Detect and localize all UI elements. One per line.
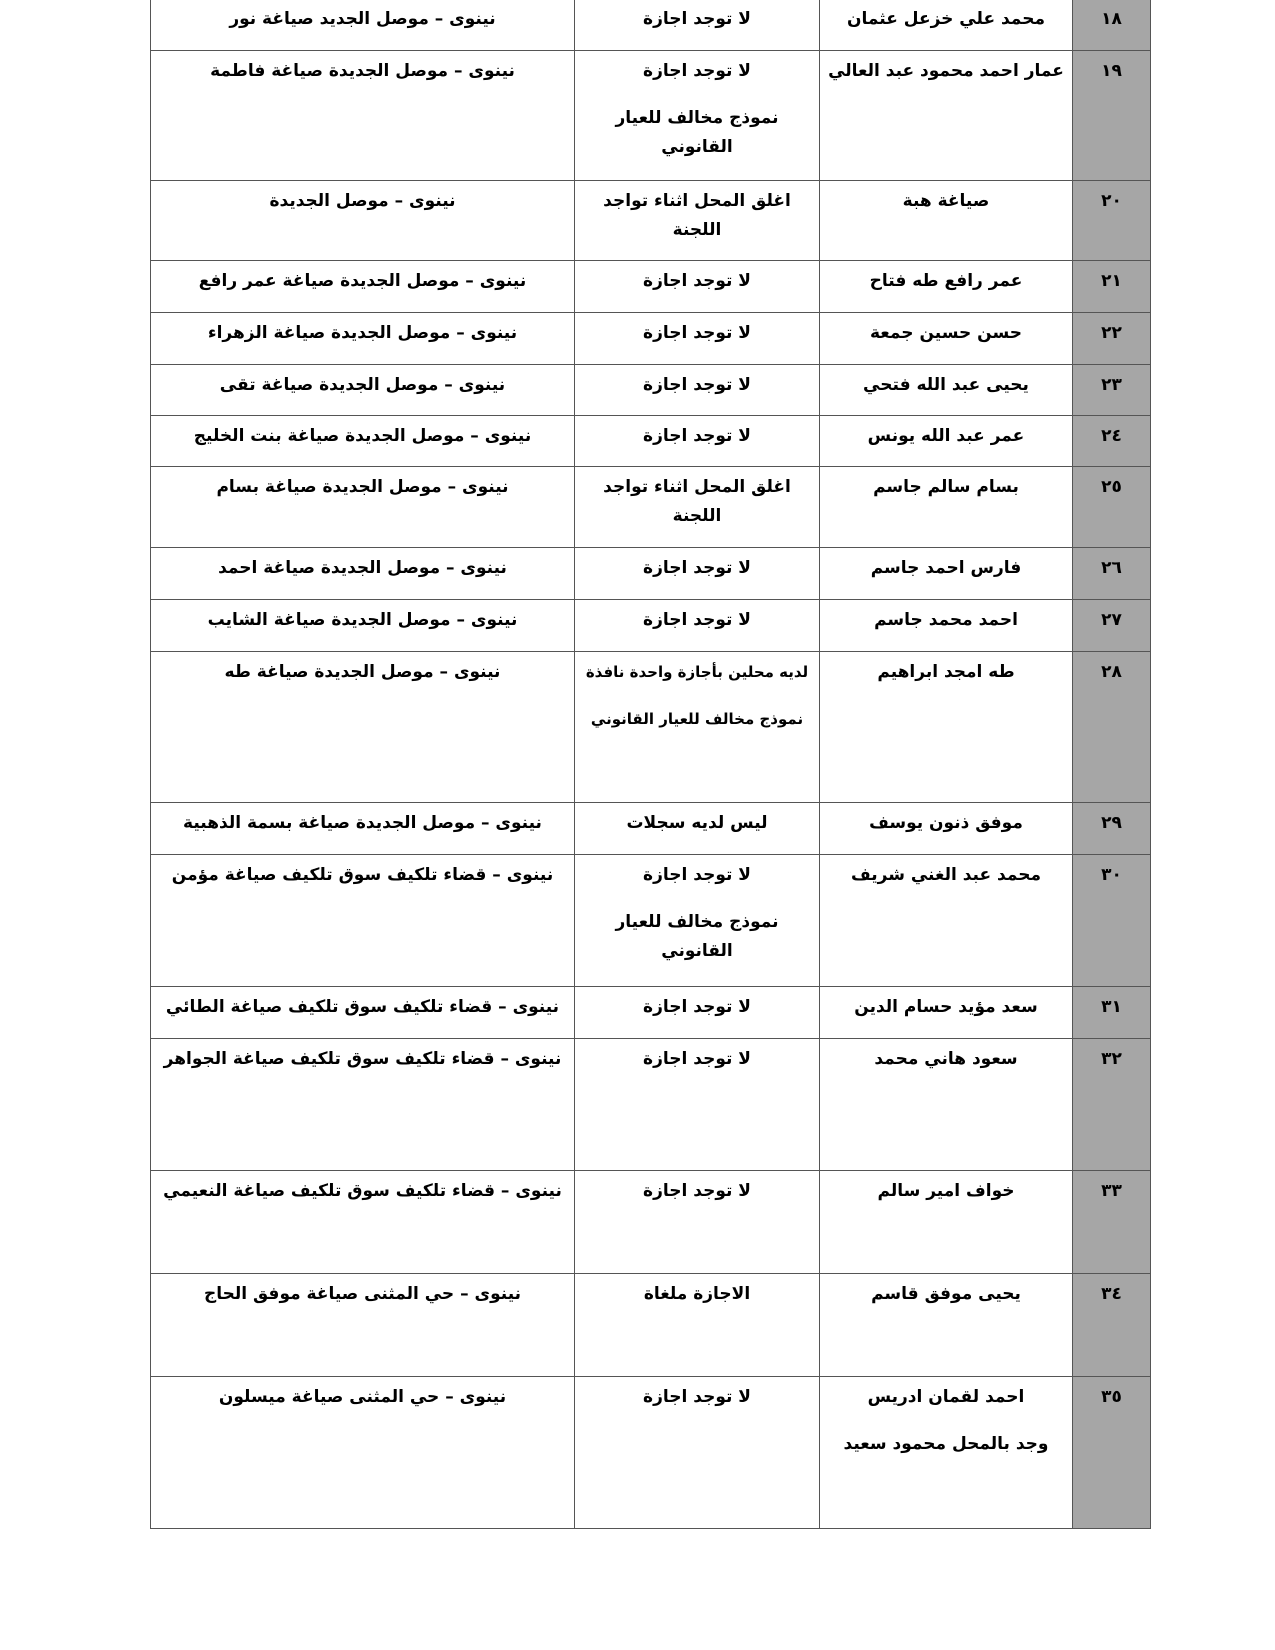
table-row <box>151 416 1151 467</box>
owner-name: محمد عبد الغني شريف <box>820 855 1073 987</box>
owner-name: بسام سالم جاسم <box>820 467 1073 548</box>
row-number: ١٩ <box>1073 51 1151 181</box>
table-row <box>151 1377 1151 1529</box>
license-status: لا توجد اجازة <box>575 365 820 416</box>
shop-location: نينوى – قضاء تلكيف سوق تلكيف صياغة مؤمن <box>151 855 575 987</box>
table-row <box>151 803 1151 855</box>
license-status: لا توجد اجازة <box>575 1377 820 1529</box>
row-number: ٣٢ <box>1073 1039 1151 1171</box>
violation-note: نموذج مخالف للعيار القانوني <box>590 710 804 728</box>
violation-note: نموذج مخالف للعيار القانوني <box>615 912 779 961</box>
row-number: ٣٤ <box>1073 1274 1151 1377</box>
row-number: ٢٤ <box>1073 416 1151 467</box>
owner-name: عمر رافع طه فتاح <box>820 261 1073 313</box>
inspection-table <box>150 0 1151 1529</box>
row-number: ٢١ <box>1073 261 1151 313</box>
owner-name: طه امجد ابراهيم <box>820 652 1073 803</box>
table-row <box>151 0 1151 51</box>
shop-location: نينوى – قضاء تلكيف سوق تلكيف صياغة الطائي <box>151 987 575 1039</box>
row-number: ٣١ <box>1073 987 1151 1039</box>
license-status: لا توجد اجازة <box>575 987 820 1039</box>
row-number: ٢٣ <box>1073 365 1151 416</box>
owner-name: فارس احمد جاسم <box>820 548 1073 600</box>
owner-name: احمد محمد جاسم <box>820 600 1073 652</box>
violation-note: نموذج مخالف للعيار القانوني <box>615 108 779 157</box>
license-status: لا توجد اجازة <box>575 600 820 652</box>
license-status: لا توجد اجازة <box>575 261 820 313</box>
shop-location: نينوى – موصل الجديدة <box>151 181 575 261</box>
table-row <box>151 313 1151 365</box>
shop-location: نينوى – موصل الجديدة صياغة طه <box>151 652 575 803</box>
license-status: لا توجد اجازة <box>575 313 820 365</box>
table-row <box>151 548 1151 600</box>
owner-name: صياغة هبة <box>820 181 1073 261</box>
table-row <box>151 1274 1151 1377</box>
shop-location: نينوى – موصل الجديدة صياغة بنت الخليج <box>151 416 575 467</box>
table-row <box>151 1171 1151 1274</box>
table-row <box>151 467 1151 548</box>
license-status: اغلق المحل اثناء تواجد اللجنة <box>575 467 820 548</box>
owner-name: يحيى عبد الله فتحي <box>820 365 1073 416</box>
table-row <box>151 51 1151 181</box>
shop-location: نينوى – موصل الجديدة صياغة عمر رافع <box>151 261 575 313</box>
owner-name: حسن حسين جمعة <box>820 313 1073 365</box>
shop-location: نينوى – موصل الجديدة صياغة فاطمة <box>151 51 575 181</box>
license-status: لا توجد اجازة <box>575 0 820 51</box>
owner-name: خواف امير سالم <box>820 1171 1073 1274</box>
table-row <box>151 261 1151 313</box>
license-status <box>575 51 820 181</box>
license-status: اغلق المحل اثناء تواجد اللجنة <box>575 181 820 261</box>
license-status: ليس لديه سجلات <box>575 803 820 855</box>
row-number: ٢٢ <box>1073 313 1151 365</box>
owner-name: عمار احمد محمود عبد العالي <box>820 51 1073 181</box>
table-row <box>151 652 1151 803</box>
license-status <box>575 855 820 987</box>
shop-location: نينوى – حي المثنى صياغة موفق الحاج <box>151 1274 575 1377</box>
license-status: لا توجد اجازة <box>575 416 820 467</box>
owner-name-text: احمد لقمان ادريس <box>867 1387 1025 1407</box>
shop-location: نينوى – موصل الجديدة صياغة بسمة الذهبية <box>151 803 575 855</box>
owner-name <box>820 1377 1073 1529</box>
license-status: لا توجد اجازة <box>575 1171 820 1274</box>
status-text: لا توجد اجازة <box>643 61 751 81</box>
row-number: ٢٨ <box>1073 652 1151 803</box>
table-row <box>151 855 1151 987</box>
row-number: ٢٧ <box>1073 600 1151 652</box>
shop-location: نينوى – موصل الجديدة صياغة الشايب <box>151 600 575 652</box>
row-number: ٣٠ <box>1073 855 1151 987</box>
table-row <box>151 987 1151 1039</box>
shop-location: نينوى – موصل الجديدة صياغة بسام <box>151 467 575 548</box>
table-row <box>151 1039 1151 1171</box>
license-status: لا توجد اجازة <box>575 548 820 600</box>
row-number: ٢٠ <box>1073 181 1151 261</box>
status-text: لا توجد اجازة <box>643 865 751 885</box>
row-number: ٢٦ <box>1073 548 1151 600</box>
table-row <box>151 600 1151 652</box>
owner-name: موفق ذنون يوسف <box>820 803 1073 855</box>
table-row <box>151 181 1151 261</box>
license-status: الاجازة ملغاة <box>575 1274 820 1377</box>
owner-name: عمر عبد الله يونس <box>820 416 1073 467</box>
row-number: ١٨ <box>1073 0 1151 51</box>
owner-name: يحيى موفق قاسم <box>820 1274 1073 1377</box>
owner-name: سعود هاني محمد <box>820 1039 1073 1171</box>
shop-location: نينوى – موصل الجديدة صياغة احمد <box>151 548 575 600</box>
shop-location: نينوى – موصل الجديدة صياغة تقى <box>151 365 575 416</box>
shop-location: نينوى – موصل الجديدة صياغة الزهراء <box>151 313 575 365</box>
shop-location: نينوى – موصل الجديد صياغة نور <box>151 0 575 51</box>
table-row <box>151 365 1151 416</box>
shop-location: نينوى – قضاء تلكيف سوق تلكيف صياغة النعيمي <box>151 1171 575 1274</box>
row-number: ٢٥ <box>1073 467 1151 548</box>
row-number: ٣٣ <box>1073 1171 1151 1274</box>
owner-name: سعد مؤيد حسام الدين <box>820 987 1073 1039</box>
license-status: لا توجد اجازة <box>575 1039 820 1171</box>
shop-location: نينوى – قضاء تلكيف سوق تلكيف صياغة الجواهر <box>151 1039 575 1171</box>
row-number: ٣٥ <box>1073 1377 1151 1529</box>
shop-location: نينوى – حي المثنى صياغة ميسلون <box>151 1377 575 1529</box>
status-text: لديه محلين بأجازة واحدة نافذة <box>585 663 809 681</box>
found-in-shop-note: وجد بالمحل محمود سعيد <box>843 1434 1049 1454</box>
owner-name: محمد علي خزعل عثمان <box>820 0 1073 51</box>
row-number: ٢٩ <box>1073 803 1151 855</box>
license-status <box>575 652 820 803</box>
